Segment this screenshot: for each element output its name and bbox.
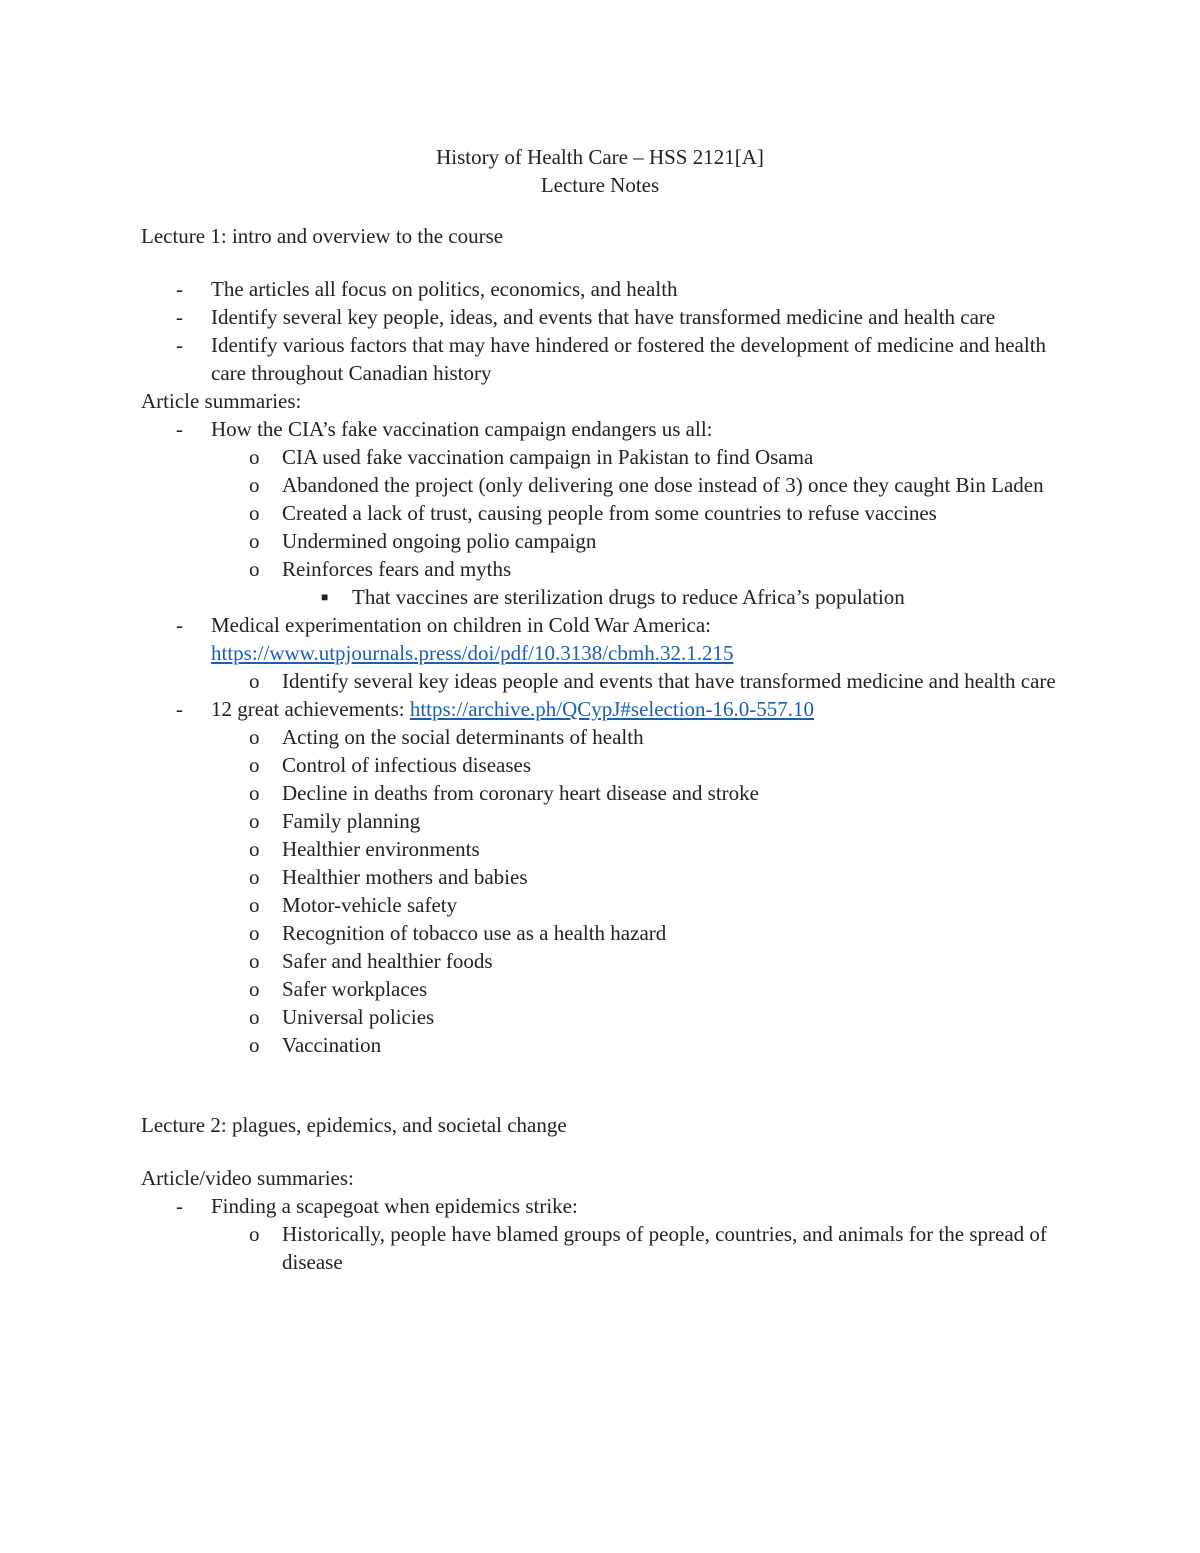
achievement-item xyxy=(141,807,1061,835)
achievement-item xyxy=(141,947,1061,975)
cia-point xyxy=(141,527,1061,555)
point-text: CIA used fake vaccination campaign in Pakistan to find Osama xyxy=(282,445,814,469)
circle-marker: o xyxy=(249,501,260,525)
medical-article-link[interactable]: https://www.utpjournals.press/doi/pdf/10.3138/cbmh.32.1.215 xyxy=(211,641,734,665)
lecture-1-bullet xyxy=(141,331,1061,387)
achievement-item xyxy=(141,891,1061,919)
achievement-item xyxy=(141,919,1061,947)
title-block xyxy=(0,143,1200,199)
point-text: Identify several key ideas people and events that have transformed medicine and health care xyxy=(282,669,1056,693)
circle-marker: o xyxy=(249,865,260,889)
achievement-text: Healthier mothers and babies xyxy=(282,865,528,889)
circle-marker: o xyxy=(249,753,260,777)
achievement-text: Acting on the social determinants of health xyxy=(282,725,644,749)
achievements-item xyxy=(141,695,1061,723)
achievement-item xyxy=(141,975,1061,1003)
achievement-text: Control of infectious diseases xyxy=(282,753,532,777)
achievement-item xyxy=(141,835,1061,863)
scapegoat-point xyxy=(141,1220,1061,1276)
bullet-text: Identify several key people, ideas, and events that have transformed medicine and health care xyxy=(211,305,996,329)
bullet-text: The articles all focus on politics, economics, and health xyxy=(211,277,678,301)
lecture-1-bullet xyxy=(141,275,1061,303)
achievement-text: Decline in deaths from coronary heart disease and stroke xyxy=(282,781,759,805)
lecture-2-heading: Lecture 2: plagues, epidemics, and societal change xyxy=(141,1113,567,1137)
circle-marker: o xyxy=(249,977,260,1001)
cia-point xyxy=(141,471,1061,499)
achievement-text: Universal policies xyxy=(282,1005,435,1029)
achievements-label: 12 great achievements: xyxy=(211,697,410,721)
circle-marker: o xyxy=(249,781,260,805)
achievement-text: Motor-vehicle safety xyxy=(282,893,458,917)
point-text: Abandoned the project (only delivering one dose instead of 3) once they caught Bin Laden xyxy=(282,473,1044,497)
circle-marker: o xyxy=(249,949,260,973)
achievement-item xyxy=(141,863,1061,891)
circle-marker: o xyxy=(249,1033,260,1057)
medical-article-title: Medical experimentation on children in Cold War America: xyxy=(211,613,712,637)
dash-marker: - xyxy=(176,1194,183,1218)
cia-article-title: How the CIA’s fake vaccination campaign endangers us all: xyxy=(211,417,713,441)
subpoint-text: That vaccines are sterilization drugs to reduce Africa’s population xyxy=(352,585,905,609)
circle-marker: o xyxy=(249,1005,260,1029)
cia-point xyxy=(141,499,1061,527)
circle-marker: o xyxy=(249,809,260,833)
achievement-text: Family planning xyxy=(282,809,421,833)
achievement-item xyxy=(141,723,1061,751)
bullet-text: Identify various factors that may have hindered or fostered the development of medicine and health care throughout Canadian history xyxy=(211,333,1047,385)
achievement-item xyxy=(141,751,1061,779)
circle-marker: o xyxy=(249,921,260,945)
circle-marker: o xyxy=(249,725,260,749)
document-title: History of Health Care – HSS 2121[A] xyxy=(436,145,764,169)
point-text: Created a lack of trust, causing people from some countries to refuse vaccines xyxy=(282,501,937,525)
cia-point xyxy=(141,555,1061,583)
achievement-text: Healthier environments xyxy=(282,837,480,861)
point-text: Historically, people have blamed groups of people, countries, and animals for the spread of disease xyxy=(282,1222,1047,1274)
circle-marker: o xyxy=(249,669,260,693)
dash-marker: - xyxy=(176,697,183,721)
article-video-summaries-label: Article/video summaries: xyxy=(141,1166,354,1190)
achievement-item xyxy=(141,1031,1061,1059)
achievement-text: Recognition of tobacco use as a health hazard xyxy=(282,921,667,945)
achievement-text: Vaccination xyxy=(282,1033,382,1057)
dash-marker: - xyxy=(176,333,183,357)
point-text: Reinforces fears and myths xyxy=(282,557,512,581)
lecture-1-heading: Lecture 1: intro and overview to the course xyxy=(141,224,504,248)
square-marker: ■ xyxy=(321,590,329,604)
circle-marker: o xyxy=(249,445,260,469)
cia-article-item xyxy=(141,415,1061,443)
medical-point xyxy=(141,667,1061,695)
scapegoat-article-item xyxy=(141,1192,1061,1220)
circle-marker: o xyxy=(249,893,260,917)
scapegoat-article-title: Finding a scapegoat when epidemics strike: xyxy=(211,1194,578,1218)
dash-marker: - xyxy=(176,277,183,301)
point-text: Undermined ongoing polio campaign xyxy=(282,529,597,553)
circle-marker: o xyxy=(249,1222,260,1246)
achievement-text: Safer workplaces xyxy=(282,977,428,1001)
cia-point xyxy=(141,443,1061,471)
dash-marker: - xyxy=(176,613,183,637)
article-summaries-label: Article summaries: xyxy=(141,389,302,413)
circle-marker: o xyxy=(249,837,260,861)
lecture-1-bullet xyxy=(141,303,1061,331)
document-subtitle: Lecture Notes xyxy=(540,173,660,197)
circle-marker: o xyxy=(249,529,260,553)
achievement-item xyxy=(141,779,1061,807)
cia-subpoint xyxy=(141,583,1061,611)
achievements-link[interactable]: https://archive.ph/QCypJ#selection-16.0-557.10 xyxy=(409,697,815,721)
document-body xyxy=(141,222,1061,1276)
circle-marker: o xyxy=(249,473,260,497)
circle-marker: o xyxy=(249,557,260,581)
achievement-item xyxy=(141,1003,1061,1031)
dash-marker: - xyxy=(176,417,183,441)
dash-marker: - xyxy=(176,305,183,329)
achievement-text: Safer and healthier foods xyxy=(282,949,493,973)
medical-article-item xyxy=(141,611,1061,667)
